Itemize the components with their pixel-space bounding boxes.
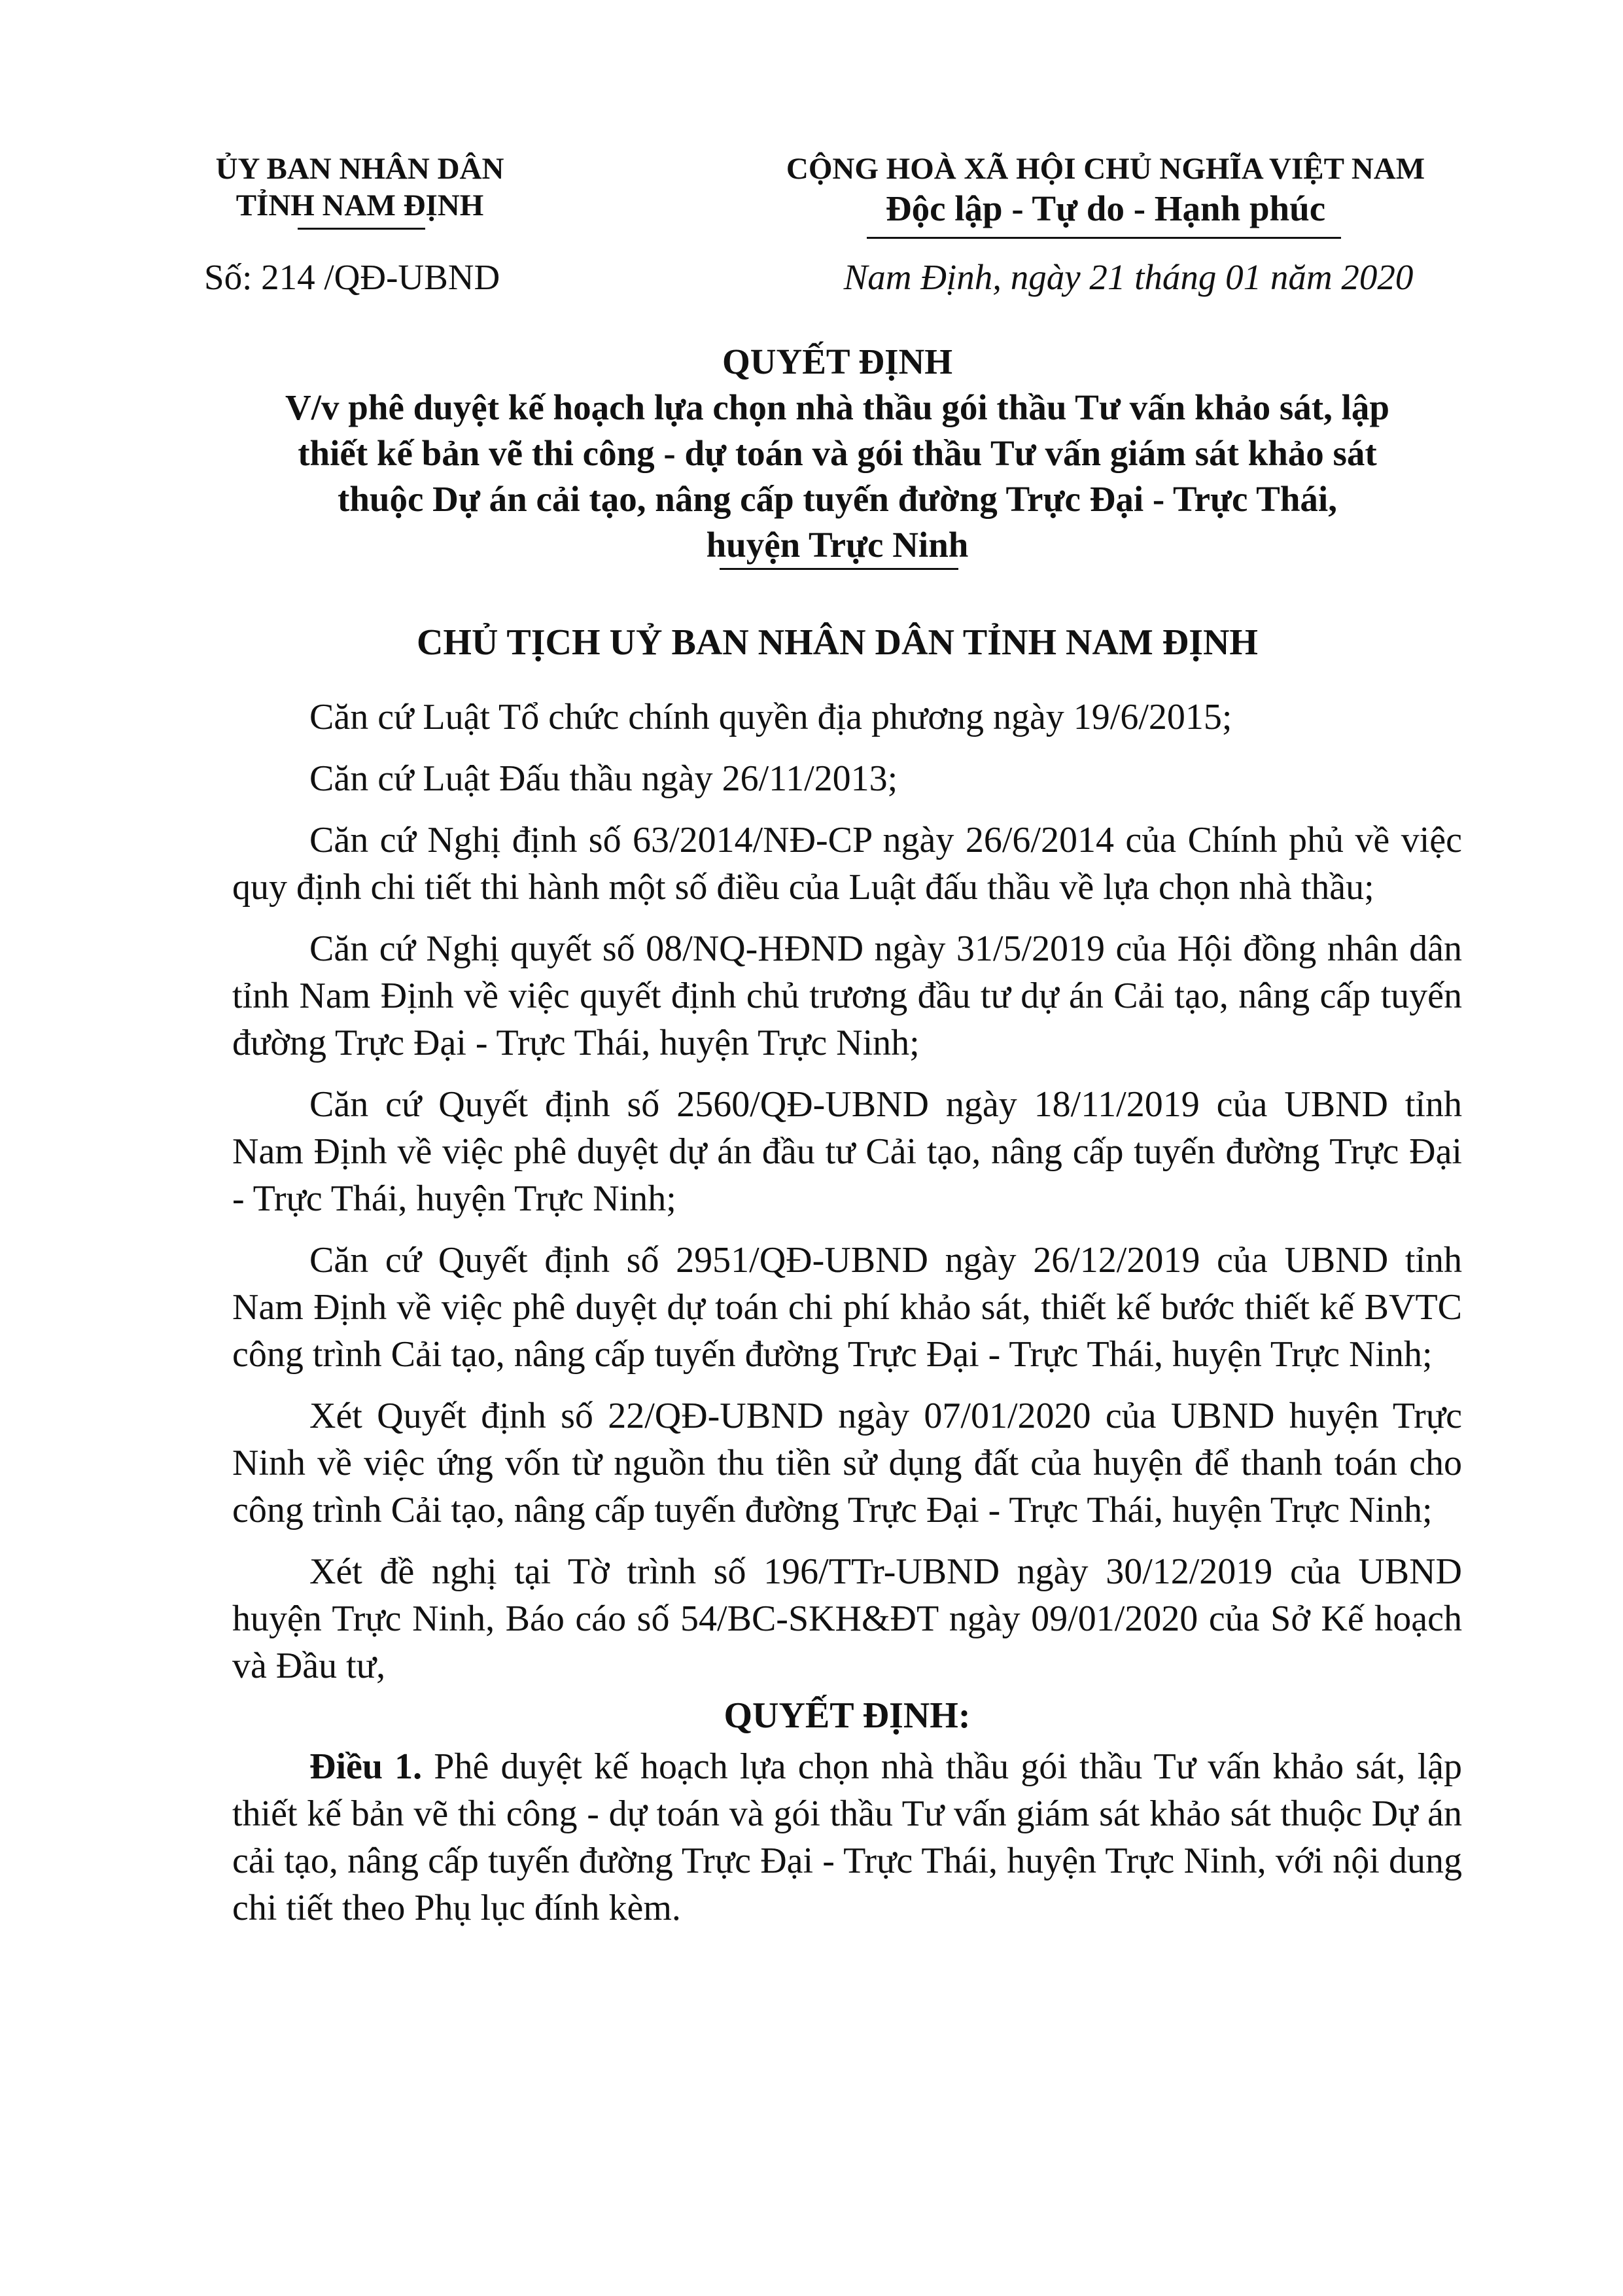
title-underline: [720, 568, 958, 570]
article-1-text: Phê duyệt kế hoạch lựa chọn nhà thầu gói thầu Tư vấn khảo sát, lập thiết kế bản vẽ thi công - dự toán và gói thầu Tư vấn giám sát khảo sát thuộc Dự án cải tạo, nâng cấp tuyến đường Trực Đại - Trực Thái, huyện Trực Ninh, với nội dung chi tiết theo Phụ lục đính kèm.: [232, 1746, 1463, 1928]
document-title: [196, 339, 1478, 568]
article-1: [232, 1743, 1462, 1932]
legal-basis-8: Xét đề nghị tại Tờ trình số 196/TTr-UBND ngày 30/12/2019 của UBND huyện Trực Ninh, Báo cáo số 54/BC-SKH&ĐT ngày 09/01/2020 của Sở Kế hoạch và Đầu tư,: [232, 1551, 1462, 1686]
agency-underline: [298, 228, 425, 230]
legal-basis-4: Căn cứ Nghị quyết số 08/NQ-HĐND ngày 31/5/2019 của Hội đồng nhân dân tỉnh Nam Định về việc quyết định chủ trương đầu tư dự án Cải tạo, nâng cấp tuyến đường Trực Đại - Trực Thái, huyện Trực Ninh;: [232, 928, 1462, 1063]
legal-basis-3: Căn cứ Nghị định số 63/2014/NĐ-CP ngày 26/6/2014 của Chính phủ về việc quy định chi tiết thi hành một số điều của Luật đấu thầu về lựa chọn nhà thầu;: [232, 820, 1462, 908]
national-motto: Độc lập - Tự do - Hạnh phúc: [885, 188, 1326, 229]
decision-authority: CHỦ TỊCH UỶ BAN NHÂN DÂN TỈNH NAM ĐỊNH: [416, 622, 1258, 663]
subject-line-3: thuộc Dự án cải tạo, nâng cấp tuyến đường Trực Đại - Trực Thái,: [338, 479, 1337, 519]
subject-line-1: V/v phê duyệt kế hoạch lựa chọn nhà thầu gói thầu Tư vấn khảo sát, lập: [285, 387, 1389, 427]
document-date: Nam Định, ngày 21 tháng 01 năm 2020: [843, 257, 1414, 297]
subject-line-2: thiết kế bản vẽ thi công - dự toán và gói thầu Tư vấn giám sát khảo sát: [298, 433, 1377, 473]
article-1-label: Điều 1.: [309, 1746, 423, 1787]
legal-basis-2: Căn cứ Luật Đấu thầu ngày 26/11/2013;: [309, 758, 898, 799]
agency-line-1: ỦY BAN NHÂN DÂN: [215, 152, 504, 186]
document-number: Số: 214 /QĐ-UBND: [204, 257, 500, 297]
agency-line-2: TỈNH NAM ĐỊNH: [236, 188, 484, 223]
legal-basis-1: Căn cứ Luật Tổ chức chính quyền địa phương ngày 19/6/2015;: [309, 697, 1232, 737]
national-header: [726, 150, 1485, 230]
legal-basis-7: Xét Quyết định số 22/QĐ-UBND ngày 07/01/2020 của UBND huyện Trực Ninh về việc ứng vốn từ nguồn thu tiền sử dụng đất của huyện để thanh toán cho công trình Cải tạo, nâng cấp tuyến đường Trực Đại - Trực Thái, huyện Trực Ninh;: [232, 1396, 1462, 1530]
document-type: QUYẾT ĐỊNH: [722, 342, 952, 381]
issuing-agency: [150, 150, 569, 224]
motto-underline: [867, 237, 1341, 239]
decision-heading: QUYẾT ĐỊNH:: [724, 1695, 971, 1736]
legal-basis-6: Căn cứ Quyết định số 2951/QĐ-UBND ngày 26/12/2019 của UBND tỉnh Nam Định về việc phê duyệt dự toán chi phí khảo sát, thiết kế bước thiết kế BVTC công trình Cải tạo, nâng cấp tuyến đường Trực Đại - Trực Thái, huyện Trực Ninh;: [232, 1240, 1462, 1375]
document-body: [232, 694, 1462, 1946]
legal-basis-5: Căn cứ Quyết định số 2560/QĐ-UBND ngày 18/11/2019 của UBND tỉnh Nam Định về việc phê duyệt dự án đầu tư Cải tạo, nâng cấp tuyến đường Trực Đại - Trực Thái, huyện Trực Ninh;: [232, 1084, 1462, 1219]
country-name: CỘNG HOÀ XÃ HỘI CHỦ NGHĨA VIỆT NAM: [786, 152, 1425, 186]
subject-line-4: huyện Trực Ninh: [706, 525, 969, 565]
